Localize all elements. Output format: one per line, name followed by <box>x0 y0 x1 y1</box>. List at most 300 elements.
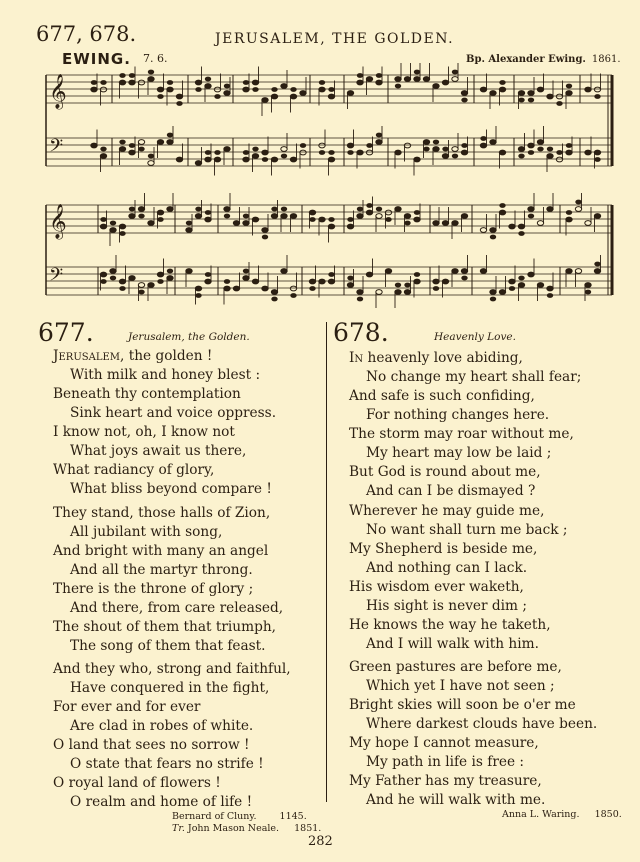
note-head <box>357 207 363 212</box>
bass-clef-icon: 𝄢 <box>49 265 64 290</box>
note-head <box>100 272 106 277</box>
note-head <box>461 150 467 155</box>
note-head <box>404 283 410 288</box>
note-head <box>186 228 192 233</box>
hymn-title: JERUSALEM, THE GOLDEN. <box>215 31 455 47</box>
note-head <box>575 207 581 212</box>
note-head <box>594 157 600 162</box>
note-head <box>243 87 249 92</box>
note-head <box>404 290 410 295</box>
note-head <box>480 87 486 92</box>
note-head <box>176 157 182 162</box>
note-head <box>195 161 201 166</box>
note-head <box>319 217 325 222</box>
note-head <box>271 214 277 219</box>
note-head <box>309 286 315 291</box>
note-head <box>138 80 144 85</box>
verse-line: And can I be dismayed ? <box>366 483 536 499</box>
note-head <box>594 87 600 92</box>
note-head <box>281 207 287 212</box>
note-head <box>357 214 363 219</box>
note-head <box>347 276 353 281</box>
author-year: 1145. <box>279 811 307 822</box>
note-head <box>167 133 173 138</box>
note-head <box>452 154 458 159</box>
note-head <box>490 290 496 295</box>
note-head <box>404 143 410 148</box>
verse-line: And they who, strong and faithful, <box>53 661 291 677</box>
hymn-678-author-credit <box>502 809 622 820</box>
note-head <box>91 143 97 148</box>
note-head <box>281 147 287 152</box>
note-head <box>157 217 163 222</box>
hymn-677-author-credit <box>172 811 307 822</box>
note-head <box>252 279 258 284</box>
note-head <box>319 143 325 148</box>
note-head <box>243 221 249 226</box>
page-number: 282 <box>308 834 333 849</box>
note-head <box>442 80 448 85</box>
note-head <box>319 80 325 85</box>
note-head <box>271 207 277 212</box>
verse-line: All jubilant with song, <box>70 524 223 540</box>
note-head <box>433 279 439 284</box>
note-head <box>129 214 135 219</box>
note-head <box>129 150 135 155</box>
note-head <box>157 94 163 99</box>
note-head <box>100 217 106 222</box>
verse-line: The song of them that feast. <box>70 638 266 654</box>
verse-line: They stand, those halls of Zion, <box>53 505 271 521</box>
note-head <box>195 207 201 212</box>
note-head <box>262 150 268 155</box>
note-head <box>300 91 306 96</box>
note-head <box>556 150 562 155</box>
note-head <box>176 94 182 99</box>
note-head <box>452 147 458 152</box>
note-head <box>100 87 106 92</box>
note-head <box>452 269 458 274</box>
note-head <box>224 207 230 212</box>
note-head <box>262 286 268 291</box>
note-head <box>129 207 135 212</box>
note-head <box>243 276 249 281</box>
note-head <box>556 157 562 162</box>
note-head <box>290 157 296 162</box>
note-head <box>480 136 486 141</box>
note-head <box>252 154 258 159</box>
hymn-677-number: 677. <box>38 318 94 347</box>
note-head <box>319 87 325 92</box>
note-head <box>148 221 154 226</box>
verse-line: And bright with many an angel <box>53 543 269 559</box>
note-head <box>518 91 524 96</box>
verse-line: My path in life is free : <box>366 754 525 770</box>
note-head <box>518 276 524 281</box>
note-head <box>537 147 543 152</box>
note-head <box>252 147 258 152</box>
note-head <box>433 140 439 145</box>
note-head <box>233 221 239 226</box>
verse-line: O royal land of flowers ! <box>53 775 221 791</box>
note-head <box>480 143 486 148</box>
note-head <box>328 224 334 229</box>
note-head <box>243 80 249 85</box>
note-head <box>119 80 125 85</box>
verse-line: And he will walk with me. <box>366 792 546 808</box>
hymn-678-title: Heavenly Love. <box>434 331 516 343</box>
tune-name: EWING. <box>62 50 131 68</box>
note-head <box>499 203 505 208</box>
verse-line: Beneath thy contemplation <box>53 386 241 402</box>
note-head <box>205 84 211 89</box>
verse-line: Are clad in robes of white. <box>70 718 254 734</box>
note-head <box>537 140 543 145</box>
note-head <box>290 214 296 219</box>
verse-line: What radiancy of glory, <box>53 462 215 478</box>
note-head <box>528 143 534 148</box>
verse-line: I know not, oh, I know not <box>53 424 235 440</box>
verse-line: O land that sees no sorrow ! <box>53 737 250 753</box>
verse-line: Have conquered in the fight, <box>70 680 270 696</box>
note-head <box>138 290 144 295</box>
note-head <box>461 269 467 274</box>
verse-line: O state that fears no strife ! <box>70 756 264 772</box>
note-head <box>585 283 591 288</box>
note-head <box>100 154 106 159</box>
note-head <box>195 87 201 92</box>
note-head <box>167 87 173 92</box>
note-head <box>594 214 600 219</box>
verse-line: He knows the way he taketh, <box>349 617 551 633</box>
verse-line: My Shepherd is beside me, <box>349 541 538 557</box>
note-head <box>262 98 268 103</box>
note-head <box>138 147 144 152</box>
note-head <box>290 286 296 291</box>
note-head <box>528 272 534 277</box>
verse-line: Sink heart and voice oppress. <box>70 405 277 421</box>
note-head <box>328 150 334 155</box>
note-head <box>518 283 524 288</box>
note-head <box>357 80 363 85</box>
note-head <box>566 150 572 155</box>
note-head <box>547 207 553 212</box>
note-head <box>148 161 154 166</box>
note-head <box>566 269 572 274</box>
note-head <box>404 221 410 226</box>
author-name: Bernard of Cluny. <box>172 811 257 822</box>
note-head <box>395 84 401 89</box>
note-head <box>376 80 382 85</box>
note-head <box>442 154 448 159</box>
note-head <box>357 290 363 295</box>
note-head <box>566 210 572 215</box>
note-head <box>148 154 154 159</box>
note-head <box>252 217 258 222</box>
note-head <box>328 157 334 162</box>
note-head <box>319 150 325 155</box>
note-head <box>328 272 334 277</box>
verse-line: What joys await us there, <box>70 443 247 459</box>
note-head <box>518 154 524 159</box>
note-head <box>499 210 505 215</box>
note-head <box>271 297 277 302</box>
verse-line: For nothing changes here. <box>366 407 550 423</box>
treble-clef-icon: 𝄞 <box>49 74 67 109</box>
verse-line: Wherever he may guide me, <box>349 503 545 519</box>
note-head <box>300 150 306 155</box>
note-head <box>195 80 201 85</box>
note-head <box>281 154 287 159</box>
note-head <box>518 98 524 103</box>
note-head <box>357 150 363 155</box>
note-head <box>556 94 562 99</box>
note-head <box>262 157 268 162</box>
note-head <box>205 77 211 82</box>
note-head <box>442 221 448 226</box>
note-head <box>271 94 277 99</box>
note-head <box>214 94 220 99</box>
verse-line: No change my heart shall fear; <box>366 369 582 385</box>
note-head <box>100 80 106 85</box>
note-head <box>366 77 372 82</box>
verse-line: Where darkest clouds have been. <box>366 716 598 732</box>
note-head <box>385 217 391 222</box>
note-head <box>594 269 600 274</box>
note-head <box>347 143 353 148</box>
verse-line: The storm may roar without me, <box>349 426 574 442</box>
note-head <box>490 91 496 96</box>
note-head <box>547 154 553 159</box>
note-head <box>404 214 410 219</box>
note-head <box>461 214 467 219</box>
note-head <box>442 279 448 284</box>
hymn-numbers: 677, 678. <box>36 22 137 46</box>
verse-line: And all the martyr throng. <box>70 562 253 578</box>
note-head <box>433 84 439 89</box>
verse-line: What bliss beyond compare ! <box>70 481 272 497</box>
note-head <box>119 286 125 291</box>
note-head <box>385 269 391 274</box>
note-head <box>100 224 106 229</box>
hymn-678-number: 678. <box>333 318 389 347</box>
note-head <box>167 269 173 274</box>
note-head <box>205 210 211 215</box>
note-head <box>357 73 363 78</box>
note-head <box>205 272 211 277</box>
verse-line: And I will walk with him. <box>366 636 539 652</box>
note-head <box>91 80 97 85</box>
note-head <box>119 147 125 152</box>
note-head <box>262 228 268 233</box>
note-head <box>167 140 173 145</box>
note-head <box>157 272 163 277</box>
note-head <box>233 286 239 291</box>
note-head <box>594 94 600 99</box>
author-year: 1850. <box>594 809 622 820</box>
note-head <box>205 279 211 284</box>
note-head <box>442 147 448 152</box>
note-head <box>119 224 125 229</box>
verse-line: His sight is never dim ; <box>366 598 527 614</box>
note-head <box>537 283 543 288</box>
note-head <box>528 98 534 103</box>
note-head <box>281 84 287 89</box>
note-head <box>157 87 163 92</box>
note-head <box>585 87 591 92</box>
verse-line: There is the throne of glory ; <box>53 581 254 597</box>
note-head <box>252 80 258 85</box>
note-head <box>499 87 505 92</box>
note-head <box>243 214 249 219</box>
verse-line: Green pastures are before me, <box>349 659 562 675</box>
note-head <box>138 207 144 212</box>
note-head <box>366 272 372 277</box>
note-head <box>423 140 429 145</box>
treble-clef-icon: 𝄞 <box>49 204 67 239</box>
first-word: In <box>349 350 364 366</box>
music-score <box>0 0 640 310</box>
note-head <box>224 214 230 219</box>
note-head <box>309 217 315 222</box>
note-head <box>347 283 353 288</box>
note-head <box>186 269 192 274</box>
note-head <box>243 150 249 155</box>
note-head <box>528 214 534 219</box>
note-head <box>195 286 201 291</box>
note-head <box>186 221 192 226</box>
note-head <box>91 87 97 92</box>
verse-line: No want shall turn me back ; <box>366 522 568 538</box>
note-head <box>490 297 496 302</box>
note-head <box>366 143 372 148</box>
note-head <box>395 207 401 212</box>
note-head <box>271 157 277 162</box>
note-head <box>290 94 296 99</box>
note-head <box>499 290 505 295</box>
note-head <box>110 276 116 281</box>
note-head <box>423 147 429 152</box>
note-head <box>195 214 201 219</box>
note-head <box>509 224 515 229</box>
verse-line: With milk and honey blest : <box>70 367 261 383</box>
note-head <box>395 77 401 82</box>
note-head <box>423 77 429 82</box>
note-head <box>433 221 439 226</box>
note-head <box>224 91 230 96</box>
note-head <box>366 210 372 215</box>
note-head <box>148 77 154 82</box>
note-head <box>480 228 486 233</box>
note-head <box>157 140 163 145</box>
note-head <box>129 143 135 148</box>
note-head <box>528 91 534 96</box>
note-head <box>537 221 543 226</box>
verse-line: But God is round about me, <box>349 464 541 480</box>
note-head <box>499 150 505 155</box>
note-head <box>224 286 230 291</box>
note-head <box>214 87 220 92</box>
note-head <box>376 73 382 78</box>
note-head <box>138 140 144 145</box>
verse-line: My Father has my treasure, <box>349 773 542 789</box>
note-head <box>566 84 572 89</box>
verse-line: And nothing can I lack. <box>366 560 528 576</box>
note-head <box>290 87 296 92</box>
note-head <box>309 279 315 284</box>
note-head <box>176 101 182 106</box>
note-head <box>138 283 144 288</box>
note-head <box>167 80 173 85</box>
note-head <box>556 101 562 106</box>
note-head <box>547 94 553 99</box>
verse-line: For ever and for ever <box>53 699 201 715</box>
note-head <box>205 217 211 222</box>
note-head <box>157 210 163 215</box>
note-head <box>100 279 106 284</box>
note-head <box>357 297 363 302</box>
note-head <box>452 70 458 75</box>
note-head <box>566 91 572 96</box>
note-head <box>461 91 467 96</box>
translator-prefix: Tr. <box>172 823 185 834</box>
note-head <box>271 290 277 295</box>
note-head <box>414 70 420 75</box>
note-head <box>347 150 353 155</box>
note-head <box>129 80 135 85</box>
note-head <box>148 70 154 75</box>
note-head <box>528 150 534 155</box>
note-head <box>205 157 211 162</box>
note-head <box>490 140 496 145</box>
verse-line: My hope I cannot measure, <box>349 735 539 751</box>
note-head <box>290 293 296 298</box>
composer-year: 1861. <box>591 54 621 65</box>
note-head <box>300 143 306 148</box>
note-head <box>433 147 439 152</box>
note-head <box>224 279 230 284</box>
note-head <box>566 143 572 148</box>
bass-clef-icon: 𝄢 <box>49 136 64 161</box>
note-head <box>167 276 173 281</box>
note-head <box>395 150 401 155</box>
note-head <box>328 279 334 284</box>
translator-name: John Mason Neale. <box>187 823 280 834</box>
note-head <box>347 91 353 96</box>
note-head <box>547 293 553 298</box>
composer-name: Bp. Alexander Ewing. <box>466 54 586 65</box>
meter: 7. 6. <box>143 52 168 65</box>
note-head <box>414 77 420 82</box>
note-head <box>452 77 458 82</box>
note-head <box>214 157 220 162</box>
author-name: Anna L. Waring. <box>502 809 580 820</box>
note-head <box>252 87 258 92</box>
note-head <box>509 286 515 291</box>
note-head <box>148 283 154 288</box>
note-head <box>100 147 106 152</box>
note-head <box>414 272 420 277</box>
note-head <box>376 140 382 145</box>
note-head <box>119 231 125 236</box>
note-head <box>129 276 135 281</box>
note-head <box>414 279 420 284</box>
note-head <box>328 87 334 92</box>
note-head <box>433 286 439 291</box>
note-head <box>490 228 496 233</box>
note-head <box>167 207 173 212</box>
note-head <box>575 200 581 205</box>
